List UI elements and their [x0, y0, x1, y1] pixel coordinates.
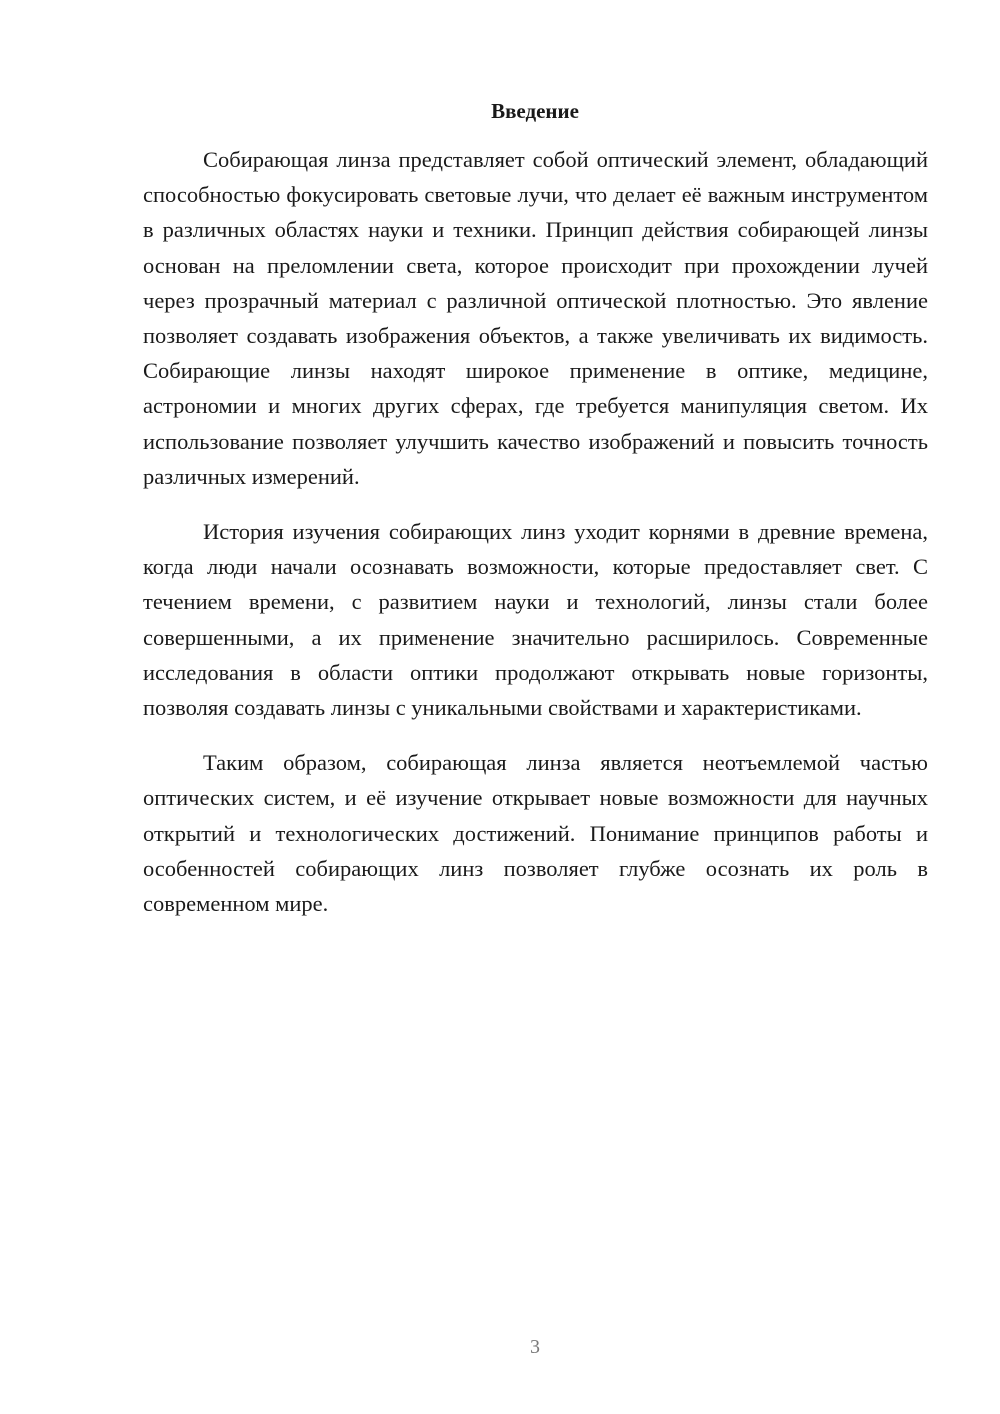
paragraph-1: Собирающая линза представляет собой оптический элемент, обладающий способностью фокусировать световые лучи, что делает её важным инструментом в различных областях науки и техники. Принцип действия собирающей линзы основан на преломлении света, которое происходит при прохождении лучей через прозрачный материал с различной оптической плотностью. Это явление позволяет создавать изображения объектов, а также увеличивать их видимость. Собирающие линзы находят широкое применение в оптике, медицине, астрономии и многих других сферах, где требуется манипуляция светом. Их использование позволяет улучшить качество изображений и повысить точность различных измерений. — [143, 147, 928, 489]
paragraph-3: Таким образом, собирающая линза является неотъемлемой частью оптических систем, и её изучение открывает новые возможности для научных открытий и технологических достижений. Понимание принципов работы и особенностей собирающих линз позволяет глубже осознать их роль в современном мире. — [143, 750, 928, 917]
body-text — [143, 142, 928, 941]
section-heading: Введение — [491, 99, 579, 123]
page-number: 3 — [530, 1336, 540, 1358]
paragraph-2: История изучения собирающих линз уходит корнями в древние времена, когда люди начали осознавать возможности, которые предоставляет свет. С течением времени, с развитием науки и технологий, линзы стали более совершенными, а их применение значительно расширилось. Современные исследования в области оптики продолжают открывать новые горизонты, позволяя создавать линзы с уникальными свойствами и характеристиками. — [143, 519, 928, 721]
